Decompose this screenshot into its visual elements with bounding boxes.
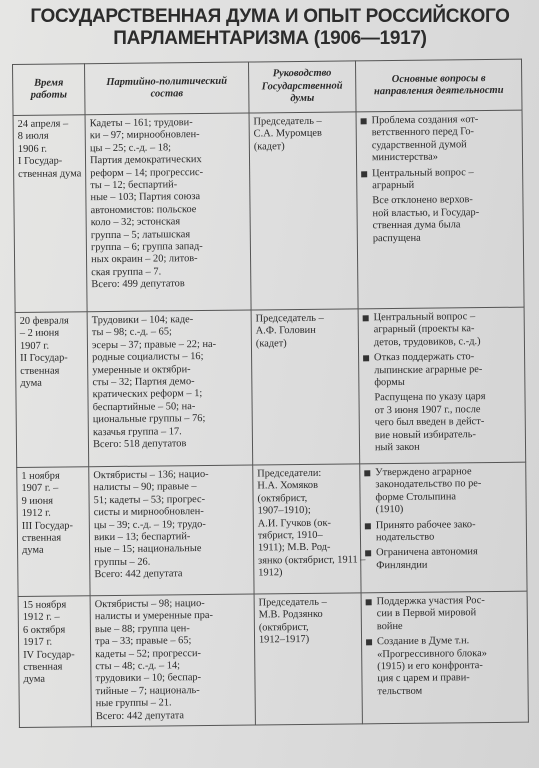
header-time-line: работы <box>30 89 68 101</box>
composition-line: Всего: 442 депутата <box>95 709 185 722</box>
leadership-line: (кадет) <box>253 140 285 153</box>
composition-line: вики – 13; беспартий- <box>93 531 191 544</box>
time-line: ственная <box>21 532 62 544</box>
cell-time <box>15 312 89 468</box>
issue-line: аграрный (проекты ка- <box>373 323 475 336</box>
cell-time <box>13 115 87 313</box>
time-line: ственная <box>23 661 63 673</box>
leadership-line: 1907–1910); <box>257 505 311 517</box>
composition-line: коло – 32; эстонская <box>90 216 181 229</box>
issue-line: «Прогрессивного блока» <box>377 647 487 660</box>
composition-line: сты – 48; с.-д. – 14; <box>95 660 181 673</box>
composition-line: Всего: 518 депутатов <box>93 438 187 451</box>
time-line: I Государ- <box>17 155 63 168</box>
leadership-line: А.Ф. Головин <box>255 325 316 337</box>
issue-line: форме Столыпина <box>375 491 457 504</box>
issue-line: Принято рабочее зако- <box>375 518 476 531</box>
cell-time <box>18 596 91 728</box>
issue-line: аграрный <box>372 179 415 192</box>
cell-leadership <box>253 464 366 594</box>
leadership-line: А.И. Гучков (ок- <box>257 517 332 530</box>
time-line: 1912 г. – <box>22 611 60 624</box>
leadership-line: тябрист, 1910– <box>257 529 323 542</box>
composition-line: Всего: 499 депутатов <box>91 278 185 291</box>
issue-line: войне <box>376 620 403 633</box>
leadership-line: (октябрист, <box>257 492 308 505</box>
header-issues-line: направления деятельности <box>373 84 504 98</box>
issue-line: законодательство по ре- <box>375 478 482 491</box>
time-line: 20 февраля <box>19 315 69 327</box>
bullet-item <box>361 166 518 192</box>
composition-line: налисты – 90; правые – <box>93 481 197 494</box>
cell-issues <box>358 307 526 464</box>
time-line: 1906 г. <box>17 143 48 155</box>
composition-line: реформ – 14; прогрессис- <box>90 166 204 179</box>
issue-line: сударственной думой <box>371 139 467 152</box>
composition-line: вые – 88; группа цен- <box>94 622 190 635</box>
time-line: III Государ- <box>21 520 74 532</box>
issue-line: министерства» <box>371 151 438 164</box>
cell-issues <box>360 462 527 593</box>
issue-line: от 3 июня 1907 г., после <box>374 403 481 417</box>
header-leadership-line: думы <box>290 93 315 105</box>
table-row <box>17 462 527 596</box>
time-line: 6 октября <box>22 624 66 636</box>
bullet-item <box>365 518 522 544</box>
issue-line: нодательство <box>375 531 435 544</box>
bullet-item <box>360 114 518 165</box>
composition-line: Кадеты – 161; трудови- <box>89 117 193 130</box>
leadership-line: Н.А. Хомяков <box>257 480 319 492</box>
composition-line: группа – 5; латышская <box>90 228 191 241</box>
cell-leadership <box>251 309 360 465</box>
time-line: дума <box>23 674 45 686</box>
composition-line: кадеты – 52; прогресси- <box>95 647 202 660</box>
time-line: ственная дума <box>18 167 82 180</box>
composition-line: Партия демократических <box>90 154 202 167</box>
time-line: – 2 июня <box>19 327 60 340</box>
cell-composition <box>90 594 255 727</box>
composition-line: автономистов: польское <box>90 203 197 217</box>
composition-line: 51; кадеты – 53; прогрес- <box>93 493 206 506</box>
header-time-line: Время <box>34 77 64 89</box>
cell-issues <box>361 591 528 724</box>
time-line: 15 ноября <box>22 599 67 611</box>
leadership-line: Председатели: <box>257 467 322 480</box>
issue-line: вие новый избиратель- <box>374 428 476 441</box>
bullet-item <box>364 466 522 517</box>
time-line: 1907 г. – <box>21 482 59 495</box>
time-line: II Государ- <box>20 352 68 365</box>
composition-line: ская группа – 7. <box>91 266 162 279</box>
cell-issues <box>356 110 524 309</box>
time-line: ственная <box>20 365 60 377</box>
time-line: дума <box>22 545 44 557</box>
leadership-line: зянко (октябрист, 1911 – <box>258 554 366 567</box>
composition-line: группа – 6; группа запад- <box>90 241 203 254</box>
header-leadership <box>248 61 356 113</box>
table-body <box>13 110 528 727</box>
composition-line: ные группы – 21. <box>95 697 172 710</box>
bullet-item <box>363 311 520 350</box>
issue-line: Центральный вопрос – <box>373 311 476 324</box>
composition-line: тра – 33; правые – 65; <box>95 635 192 648</box>
composition-line: Октябристы – 98; нацио- <box>94 598 205 611</box>
cell-composition <box>85 113 251 312</box>
composition-line: казачья группа – 17. <box>92 425 182 438</box>
issue-line: ветственного перед Го- <box>371 126 475 139</box>
composition-line: циональные группы – 76; <box>92 413 206 426</box>
note-item <box>363 391 521 455</box>
issue-line: Финляндии <box>376 559 428 572</box>
time-line: IV Государ- <box>23 649 75 661</box>
issue-line: ной властью, и Государ- <box>372 206 480 220</box>
time-line: дума <box>20 377 42 389</box>
issue-line: Центральный вопрос – <box>372 166 474 179</box>
bullet-item <box>366 635 524 699</box>
leadership-line: (кадет) <box>255 337 287 350</box>
composition-line: тийные – 7; националь- <box>95 684 200 698</box>
note-item <box>361 194 519 245</box>
issue-line: Проблема создания «от- <box>371 114 479 127</box>
composition-line: налисты и умеренные пра- <box>94 610 214 623</box>
time-line: 1907 г. <box>19 340 50 352</box>
time-line: 1917 г. <box>23 636 53 649</box>
composition-line: Трудовики – 104; каде- <box>91 314 194 327</box>
issue-line: Поддержка участия Рос- <box>376 595 485 608</box>
composition-line: систы и мирнообновлен- <box>93 506 204 519</box>
leadership-line: 1911); М.В. Род- <box>257 542 331 554</box>
page-title <box>30 6 510 50</box>
duma-table <box>12 59 529 728</box>
composition-line: умеренные и октябри- <box>92 363 191 376</box>
issue-line: Распущена по указу царя <box>374 391 486 404</box>
leadership-line: 1912) <box>258 567 283 579</box>
bullet-item <box>363 351 520 390</box>
composition-line: ки – 97; мирнообновлен- <box>89 129 200 142</box>
title-line-1: ГОСУДАРСТВЕННАЯ ДУМА И ОПЫТ РОССИЙСКОГО <box>30 6 510 27</box>
issue-line: формы <box>374 376 405 389</box>
time-line: 9 июня <box>21 495 54 507</box>
cell-time <box>17 467 90 597</box>
issue-line: Отказ поддержать сто- <box>373 351 475 364</box>
composition-line: ных окраин – 20; литов- <box>91 253 198 266</box>
cell-composition <box>87 310 252 467</box>
time-line: 1912 г. <box>21 507 51 520</box>
leadership-line: Председатель – <box>255 312 324 325</box>
composition-line: ты – 12; беспартий- <box>90 179 178 192</box>
leadership-line: (октябрист, <box>258 621 309 634</box>
issue-line: ный закон <box>374 441 420 454</box>
cell-leadership <box>249 112 358 310</box>
bullet-item <box>366 595 523 634</box>
composition-line: эсеры – 37; правые – 22; на- <box>91 338 217 351</box>
header-time <box>13 64 86 116</box>
issue-line: чего был введен в дейст- <box>374 416 485 429</box>
title-line-2: ПАРЛАМЕНТАРИЗМА (1906—1917) <box>113 28 427 49</box>
header-leadership-line: Руководство <box>272 68 332 80</box>
issue-line: распущена <box>372 232 421 244</box>
header-composition-line: состав <box>150 88 184 100</box>
issue-line: ственная дума была <box>372 219 461 232</box>
issue-line: детов, трудовиков, с.-д.) <box>373 335 481 349</box>
composition-line: родные социалисты – 16; <box>92 351 204 364</box>
composition-line: ные – 103; Партия союза <box>90 191 201 204</box>
composition-line: Октябристы – 136; нацио- <box>93 468 209 482</box>
leadership-line: 1912–1917) <box>258 634 310 646</box>
composition-line: цы – 39; с.-д. – 19; трудо- <box>93 518 206 531</box>
header-issues-line: Основные вопросы в <box>391 72 486 85</box>
header-composition-line: Партийно-политический <box>106 75 228 88</box>
composition-line: кратических реформ – 1; <box>92 388 203 401</box>
leadership-line: С.А. Муромцев <box>253 128 322 140</box>
issue-line: (1915) и его конфронта- <box>377 660 483 673</box>
issue-line: ция с царем и прави- <box>377 672 470 685</box>
time-line: 8 июля <box>17 131 49 143</box>
composition-line: Всего: 442 депутата <box>94 568 183 581</box>
issue-line: (1910) <box>375 504 404 516</box>
header-composition <box>85 62 249 115</box>
table-row <box>13 110 524 312</box>
leadership-line: Председатель – <box>258 596 327 609</box>
leadership-line: М.В. Родзянко <box>258 609 323 621</box>
issue-line: Утверждено аграрное <box>375 466 472 479</box>
issue-line: Ограничена автономия <box>376 546 478 559</box>
bullet-item <box>365 546 522 572</box>
issue-line: лыпинские аграрные ре- <box>374 363 483 376</box>
issue-line: тельством <box>377 685 423 698</box>
issue-line: сии в Первой мировой <box>376 607 477 620</box>
header-leadership-line: Государственной <box>261 80 343 93</box>
composition-line: ные – 15; национальные <box>94 543 202 556</box>
composition-line: цы – 25; с.-д. – 18; <box>89 142 172 155</box>
table-row <box>15 307 526 467</box>
time-line: 24 апреля – <box>17 118 69 130</box>
cell-composition <box>89 465 254 596</box>
table-row <box>18 591 528 727</box>
composition-line: сты – 32; Партия демо- <box>92 376 195 389</box>
header-row <box>13 59 523 115</box>
time-line: 1 ноября <box>21 470 60 482</box>
composition-line: беспартийные – 50; на- <box>92 400 196 414</box>
composition-line: трудовики – 10; беспар- <box>95 672 202 685</box>
composition-line: группы – 26. <box>94 556 151 569</box>
composition-line: ты – 98; с.-д. – 65; <box>91 326 172 339</box>
header-issues <box>355 59 522 112</box>
leadership-line: Председатель – <box>253 115 322 128</box>
issue-line: Создание в Думе т.н. <box>376 635 470 648</box>
issue-line: Все отклонено верхов- <box>372 194 473 207</box>
cell-leadership <box>254 593 362 725</box>
